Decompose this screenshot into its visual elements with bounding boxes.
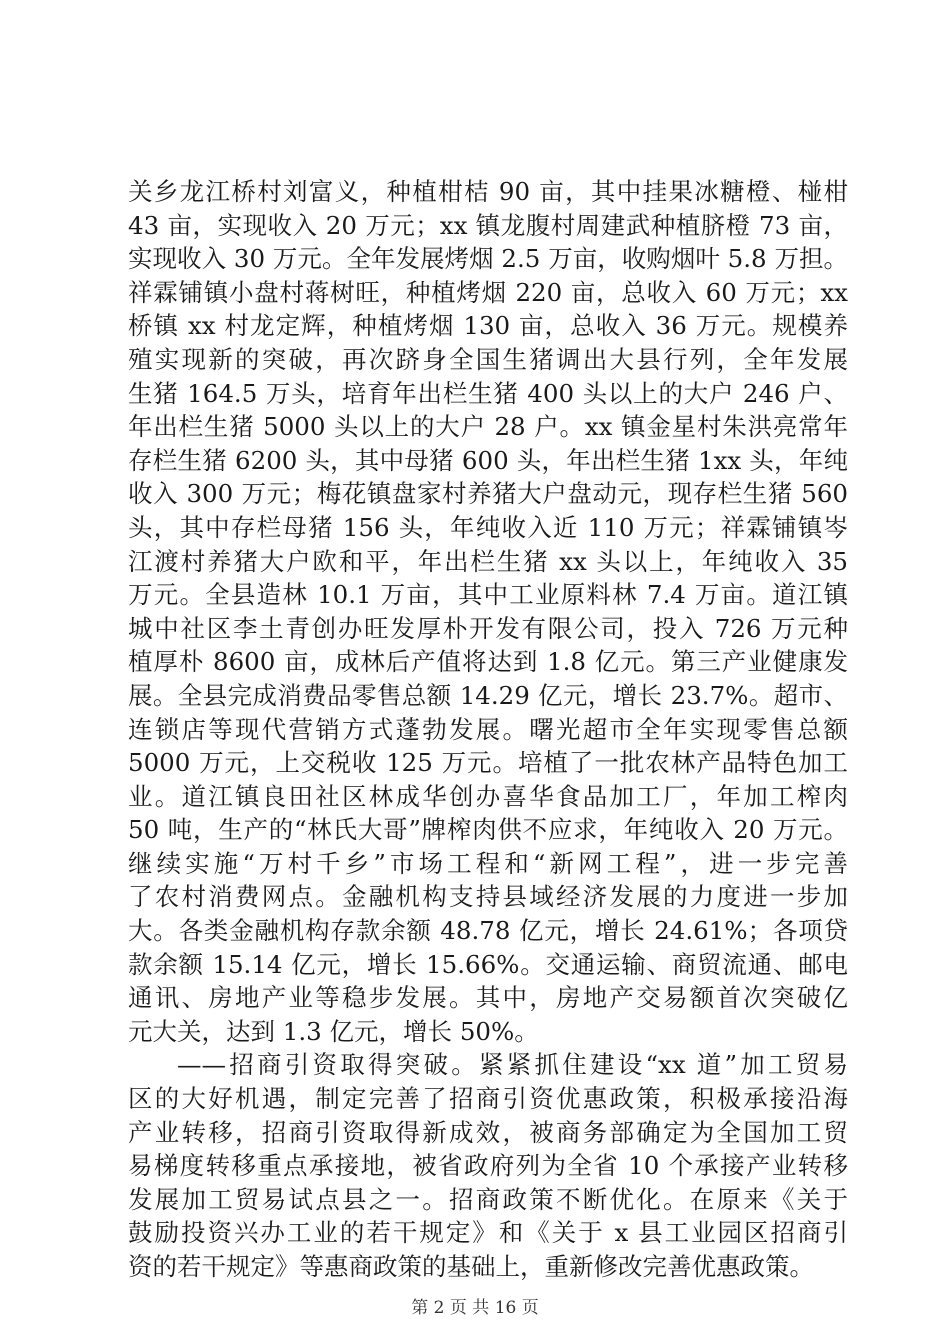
paragraph <box>128 1048 848 1283</box>
text-line: 50 吨，生产的“林氏大哥”牌榨肉供不应求，年纯收入 20 万元。 <box>128 815 848 845</box>
text-line: 实现收入 30 万元。全年发展烤烟 2.5 万亩，收购烟叶 5.8 万担。 <box>128 244 848 274</box>
text-line: 殖实现新的突破，再次跻身全国生猪调出大县行列，全年发展 <box>128 344 848 374</box>
text-line: 款余额 15.14 亿元，增长 15.66%。交通运输、商贸流通、邮电 <box>128 949 848 979</box>
text-line: 植厚朴 8600 亩，成林后产值将达到 1.8 亿元。第三产业健康发 <box>128 647 848 677</box>
text-line: 头，其中存栏母猪 156 头，年纯收入近 110 万元；祥霖铺镇岑 <box>128 512 848 542</box>
paragraph <box>128 175 848 1048</box>
text-line: 通讯、房地产业等稳步发展。其中，房地产交易额首次突破亿 <box>128 983 848 1013</box>
text-line: 存栏生猪 6200 头，其中母猪 600 头，年出栏生猪 1xx 头，年纯 <box>128 445 848 475</box>
text-line: 生猪 164.5 万头，培育年出栏生猪 400 头以上的大户 246 户、 <box>128 378 848 408</box>
text-line: 万元。全县造林 10.1 万亩，其中工业原料林 7.4 万亩。道江镇 <box>128 580 848 610</box>
text-line: 桥镇 xx 村龙定辉，种植烤烟 130 亩，总收入 36 万元。规模养 <box>128 311 848 341</box>
page-footer: 第 2 页 共 16 页 <box>411 1298 539 1318</box>
text-line: 资的若干规定》等惠商政策的基础上，重新修改完善优惠政策。 <box>128 1252 814 1281</box>
text-line: 了农村消费网点。金融机构支持县域经济发展的力度进一步加 <box>128 882 848 912</box>
document-body <box>128 175 848 1284</box>
text-line: 关乡龙江桥村刘富义，种植柑桔 90 亩，其中挂果冰糖橙、椪柑 <box>128 177 848 206</box>
text-line: 易梯度转移重点承接地，被省政府列为全省 10 个承接产业转移 <box>128 1151 848 1181</box>
text-line: 业。道江镇良田社区林成华创办喜华食品加工厂，年加工榨肉 <box>128 781 848 811</box>
text-line: 5000 万元，上交税收 125 万元。培植了一批农林产品特色加工 <box>128 748 848 778</box>
text-line: 大。各类金融机构存款余额 48.78 亿元，增长 24.61%；各项贷 <box>128 916 848 946</box>
text-line: 43 亩，实现收入 20 万元；xx 镇龙腹村周建武种植脐橙 73 亩， <box>128 210 848 240</box>
text-line: 城中社区李土青创办旺发厚朴开发有限公司，投入 726 万元种 <box>128 613 848 643</box>
text-line: 年出栏生猪 5000 头以上的大户 28 户。xx 镇金星村朱洪亮常年 <box>128 412 848 442</box>
text-line: 连锁店等现代营销方式蓬勃发展。曙光超市全年实现零售总额 <box>128 714 848 744</box>
text-line: 产业转移，招商引资取得新成效，被商务部确定为全国加工贸 <box>128 1117 848 1147</box>
text-line: 元大关，达到 1.3 亿元，增长 50%。 <box>128 1016 539 1046</box>
text-line: 祥霖铺镇小盘村蒋树旺，种植烤烟 220 亩，总收入 60 万元；xx <box>128 277 848 307</box>
text-line: 展。全县完成消费品零售总额 14.29 亿元，增长 23.7%。超市、 <box>128 680 848 710</box>
text-line: 继续实施“万村千乡”市场工程和“新网工程”，进一步完善 <box>128 848 848 878</box>
text-line: 收入 300 万元；梅花镇盘家村养猪大户盘动元，现存栏生猪 560 <box>128 479 848 509</box>
text-line: ——招商引资取得突破。紧紧抓住建设“xx 道”加工贸易 <box>177 1050 848 1080</box>
text-line: 鼓励投资兴办工业的若干规定》和《关于 x 县工业园区招商引 <box>128 1218 848 1248</box>
text-line: 江渡村养猪大户欧和平，年出栏生猪 xx 头以上，年纯收入 35 <box>128 546 848 576</box>
text-line: 区的大好机遇，制定完善了招商引资优惠政策，积极承接沿海 <box>128 1084 848 1114</box>
text-line: 发展加工贸易试点县之一。招商政策不断优化。在原来《关于 <box>128 1184 848 1214</box>
